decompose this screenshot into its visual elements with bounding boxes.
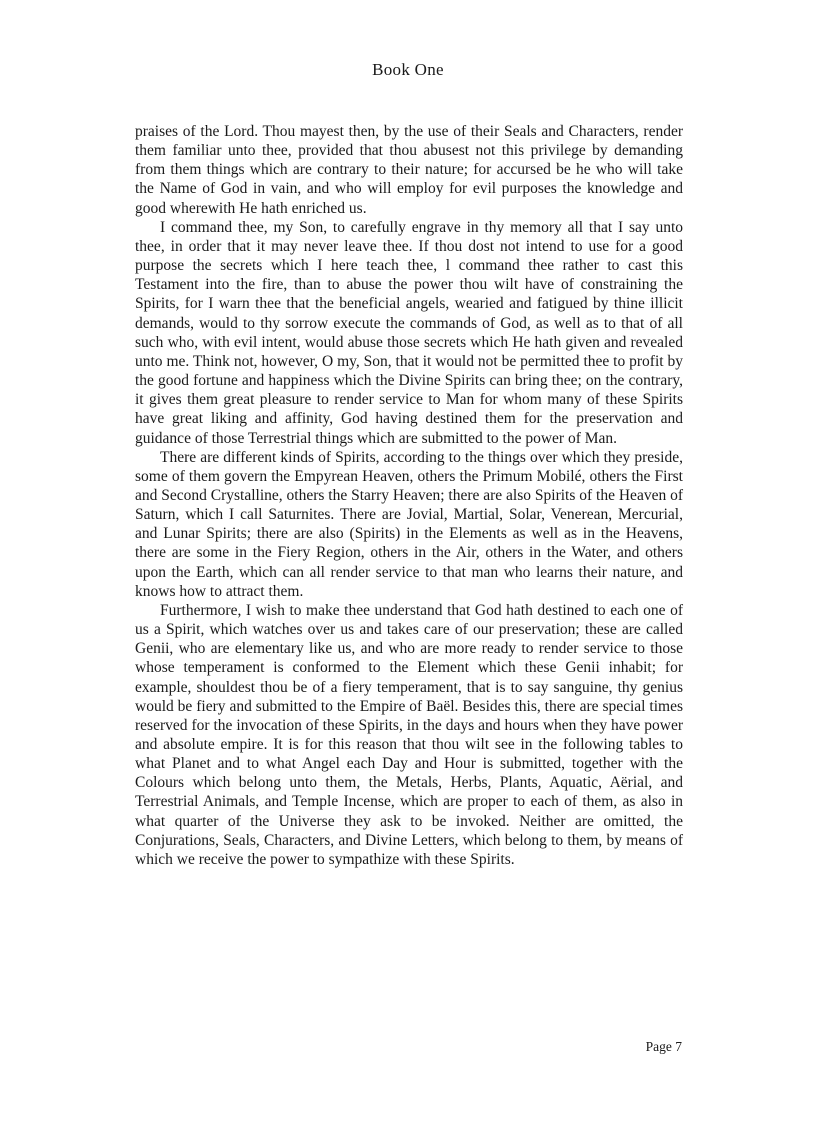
paragraph-continued: praises of the Lord. Thou mayest then, by the use of their Seals and Characters, render them familiar unto thee, provided that thou abusest not this privilege by demanding from them things which are contrary to their nature; for accursed be he who will take the Name of God in vain, and who will employ for evil purposes the knowledge and good wherewith He hath enriched us. bbox=[135, 123, 683, 217]
paragraph-genii: Furthermore, I wish to make thee understand that God hath destined to each one of us a Spirit, which watches over us and takes care of our preservation; these are called Genii, who are elementary like us, and who are more ready to render service to those whose temperament is conformed to the Element which these Genii inhabit; for example, shouldest thou be of a fiery temperament, that is to say sanguine, thy genius would be fiery and submitted to the Empire of Baël. Besides this, there are special times reserved for the invocation of these Spirits, in the days and hours when they have power and absolute empire. It is for this reason that thou wilt see in the following tables to what Planet and to what Angel each Day and Hour is submitted, together with the Colours which belong unto them, the Metals, Herbs, Plants, Aquatic, Aërial, and Terrestrial Animals, and Temple Incense, which are proper to each of them, as also in what quarter of the Universe they ask to be invoked. Neither are omitted, the Conjurations, Seals, Characters, and Divine Letters, which belong to them, by means of which we receive the power to sympathize with these Spirits. bbox=[135, 601, 683, 868]
paragraph-command: I command thee, my Son, to carefully engrave in thy memory all that I say unto thee, in order that it may never leave thee. If thou dost not intend to use for a good purpose the secrets which I here teach thee, l command thee rather to cast this Testament into the fire, than to abuse the power thou wilt have of constraining the Spirits, for I warn thee that the beneficial angels, wearied and fatigued by thine illicit demands, would to thy sorrow execute the commands of God, as well as to that of all such who, with evil intent, would abuse those secrets which He hath given and revealed unto me. Think not, however, O my, Son, that it would not be permitted thee to profit by the good fortune and happiness which the Divine Spirits can bring thee; on the contrary, it gives them great pleasure to render service to Man for whom many of these Spirits have great liking and affinity, God having destined them for the preservation and guidance of those Terrestrial things which are submitted to the power of Man. bbox=[135, 218, 683, 447]
paragraph-kinds-of-spirits: There are different kinds of Spirits, according to the things over which they preside, some of them govern the Empyrean Heaven, others the Primum Mobilé, others the First and Second Crystalline, others the Starry Heaven; there are also Spirits of the Heaven of Saturn, which I call Saturnites. There are Jovial, Martial, Solar, Venerean, Mercurial, and Lunar Spirits; there are also (Spirits) in the Elements as well as in the Heavens, there are some in the Fiery Region, others in the Air, others in the Water, and others upon the Earth, which can all render service to that man who learns their nature, and knows how to attract them. bbox=[135, 448, 683, 600]
body-text bbox=[135, 122, 683, 869]
running-header-title: Book One bbox=[372, 60, 444, 79]
page-number: Page 7 bbox=[645, 1039, 682, 1054]
